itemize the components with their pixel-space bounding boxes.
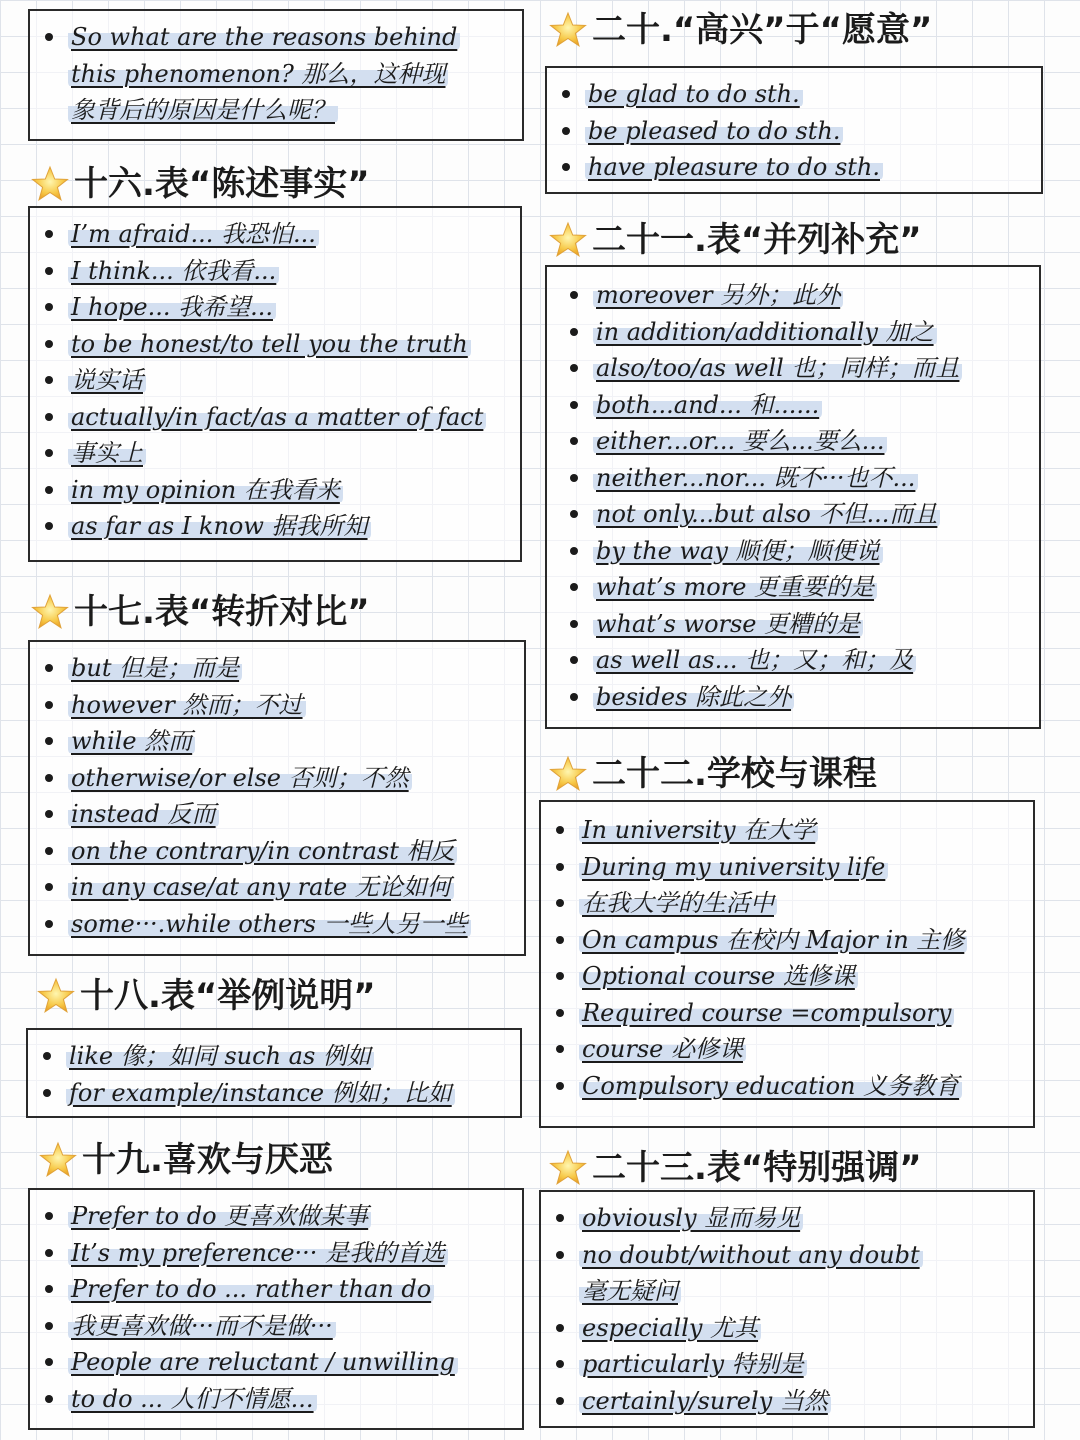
top-left-box [28, 9, 524, 141]
list-item: Required course =compulsory [541, 995, 1033, 1032]
list-item: Prefer to do 更喜欢做某事 [30, 1198, 522, 1235]
list-item: have pleasure to do sth. [547, 149, 1041, 186]
list-item: like 像；如同 such as 例如 [28, 1038, 520, 1075]
section-heading-text: 十八.表“举例说明” [80, 976, 376, 1016]
section-heading-text: 二十三.表“特别强调” [592, 1148, 922, 1188]
list-item: People are reluctant / unwilling [30, 1344, 522, 1381]
section-20-box [545, 66, 1043, 194]
list-item: while 然而 [30, 723, 524, 760]
list-item: obviously 显而易见 [541, 1200, 1033, 1237]
list-item: particularly 特别是 [541, 1346, 1033, 1383]
section-18-heading [36, 974, 376, 1018]
list-item: 事实上 [30, 435, 520, 472]
list-item: both...and... 和...... [555, 387, 1039, 424]
section-19-box [28, 1188, 524, 1430]
section-19-heading [38, 1138, 333, 1182]
list-item: what’s more 更重要的是 [555, 569, 1039, 606]
list-item: besides 除此之外 [555, 679, 1039, 716]
star-icon [548, 220, 588, 260]
list-item: course 必修课 [541, 1031, 1033, 1068]
star-icon [548, 1148, 588, 1188]
list-item: 说实话 [30, 362, 520, 399]
list-item: I’m afraid... 我恐怕... [30, 216, 520, 253]
list-item: in my opinion 在我看来 [30, 472, 520, 509]
section-20-heading [548, 8, 932, 52]
list-item: 我更喜欢做···而不是做··· [30, 1308, 522, 1345]
section-22-box [539, 800, 1035, 1128]
section-21-box [545, 265, 1041, 729]
section-heading-text: 二十二.学校与课程 [592, 754, 877, 794]
section-heading-text: 二十一.表“并列补充” [592, 220, 922, 260]
list-item: as well as... 也；又；和；及 [555, 642, 1039, 679]
list-item: to be honest/to tell you the truth [30, 326, 520, 363]
list-item: On campus 在校内 Major in 主修 [541, 922, 1033, 959]
list-item: some···.while others 一些人另一些 [30, 906, 524, 943]
list-item: certainly/surely 当然 [541, 1383, 1033, 1420]
section-16-heading [30, 162, 370, 206]
section-16-box [28, 206, 522, 562]
list-item-continuation: this phenomenon? 那么，这种现 [30, 56, 522, 93]
star-icon [548, 754, 588, 794]
section-23-heading [548, 1146, 922, 1190]
list-item: not only...but also 不但...而且 [555, 496, 1039, 533]
list-item: in addition/additionally 加之 [555, 314, 1039, 351]
list-item: During my university life [541, 849, 1033, 886]
list-item: So what are the reasons behind [30, 19, 522, 56]
section-heading-text: 十九.喜欢与厌恶 [82, 1140, 333, 1180]
list-item: also/too/as well 也；同样；而且 [555, 350, 1039, 387]
list-item-continuation: 象背后的原因是什么呢？ [30, 92, 522, 129]
list-item: I think... 依我看... [30, 253, 520, 290]
list-item: no doubt/without any doubt [541, 1237, 1033, 1274]
list-item: In university 在大学 [541, 812, 1033, 849]
list-item: especially 尤其 [541, 1310, 1033, 1347]
list-item: what’s worse 更糟的是 [555, 606, 1039, 643]
section-heading-text: 十六.表“陈述事实” [74, 164, 370, 204]
section-17-heading [30, 590, 370, 634]
star-icon [548, 10, 588, 50]
list-item: in any case/at any rate 无论如何 [30, 869, 524, 906]
section-17-box [28, 640, 526, 956]
list-item: instead 反而 [30, 796, 524, 833]
list-item: on the contrary/in contrast 相反 [30, 833, 524, 870]
list-item: neither...nor... 既不···也不... [555, 460, 1039, 497]
list-item: either...or... 要么...要么... [555, 423, 1039, 460]
list-item: to do ... 人们不情愿... [30, 1381, 522, 1418]
list-item: but 但是；而是 [30, 650, 524, 687]
section-22-heading [548, 752, 877, 796]
star-icon [30, 164, 70, 204]
list-item: Compulsory education 义务教育 [541, 1068, 1033, 1105]
list-item-continuation: 毫无疑问 [541, 1273, 1033, 1310]
section-18-box [26, 1028, 522, 1118]
section-heading-text: 十七.表“转折对比” [74, 592, 370, 632]
list-item: I hope... 我希望... [30, 289, 520, 326]
list-item: actually/in fact/as a matter of fact [30, 399, 520, 436]
list-item: 在我大学的生活中 [541, 885, 1033, 922]
list-item: for example/instance 例如；比如 [28, 1075, 520, 1112]
list-item: be pleased to do sth. [547, 113, 1041, 150]
list-item: It’s my preference··· 是我的首选 [30, 1235, 522, 1272]
star-icon [38, 1140, 78, 1180]
list-item: moreover 另外；此外 [555, 277, 1039, 314]
list-item: however 然而；不过 [30, 687, 524, 724]
section-23-box [539, 1190, 1035, 1428]
list-item: Prefer to do ... rather than do [30, 1271, 522, 1308]
list-item: otherwise/or else 否则；不然 [30, 760, 524, 797]
list-item: Optional course 选修课 [541, 958, 1033, 995]
section-heading-text: 二十.“高兴”于“愿意” [592, 10, 933, 50]
section-21-heading [548, 218, 922, 262]
star-icon [30, 592, 70, 632]
list-item: by the way 顺便；顺便说 [555, 533, 1039, 570]
list-item: as far as I know 据我所知 [30, 508, 520, 545]
star-icon [36, 976, 76, 1016]
list-item: be glad to do sth. [547, 76, 1041, 113]
